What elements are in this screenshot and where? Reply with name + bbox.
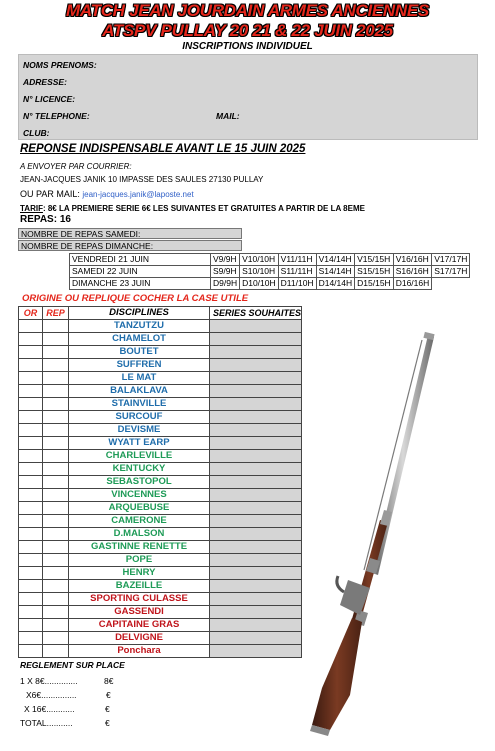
discipline-name: Ponchara xyxy=(69,645,210,658)
discipline-row xyxy=(19,619,302,632)
or-checkbox-cell[interactable] xyxy=(19,359,43,372)
slot-cell[interactable]: V17/17H xyxy=(432,254,470,266)
repas-title: REPAS: 16 xyxy=(20,214,71,225)
rep-checkbox-cell[interactable] xyxy=(43,502,69,515)
musket-image xyxy=(300,330,450,740)
series-input-cell[interactable] xyxy=(210,424,302,437)
rep-checkbox-cell[interactable] xyxy=(43,541,69,554)
email-line xyxy=(20,189,194,199)
reglement-row-label: X6€............... xyxy=(26,690,77,700)
discipline-name: SUFFREN xyxy=(69,359,210,372)
rep-checkbox-cell[interactable] xyxy=(43,515,69,528)
discipline-name: GASSENDI xyxy=(69,606,210,619)
or-checkbox-cell[interactable] xyxy=(19,619,43,632)
or-checkbox-cell[interactable] xyxy=(19,606,43,619)
discipline-name: CHARLEVILLE xyxy=(69,450,210,463)
discipline-row xyxy=(19,606,302,619)
rep-checkbox-cell[interactable] xyxy=(43,554,69,567)
discipline-row xyxy=(19,333,302,346)
rep-checkbox-cell[interactable] xyxy=(43,619,69,632)
series-input-cell[interactable] xyxy=(210,632,302,645)
discipline-name: SEBASTOPOL xyxy=(69,476,210,489)
discipline-row xyxy=(19,632,302,645)
tarif-line xyxy=(20,204,365,213)
schedule-day: SAMEDI 22 JUIN xyxy=(70,266,211,278)
or-checkbox-cell[interactable] xyxy=(19,411,43,424)
reglement-title: REGLEMENT SUR PLACE xyxy=(20,660,125,670)
discipline-name: POPE xyxy=(69,554,210,567)
discipline-name: D.MALSON xyxy=(69,528,210,541)
slot-cell[interactable]: V11/11H xyxy=(278,254,316,266)
series-input-cell[interactable] xyxy=(210,489,302,502)
schedule-row-vendredi xyxy=(70,254,470,266)
discipline-row xyxy=(19,567,302,580)
or-checkbox-cell[interactable] xyxy=(19,502,43,515)
discipline-row xyxy=(19,411,302,424)
discipline-row xyxy=(19,645,302,658)
slot-cell[interactable]: S17/17H xyxy=(432,266,470,278)
series-input-cell[interactable] xyxy=(210,567,302,580)
rep-checkbox-cell[interactable] xyxy=(43,606,69,619)
rep-checkbox-cell[interactable] xyxy=(43,528,69,541)
slot-cell[interactable]: V16/16H xyxy=(393,254,432,266)
origine-instruction: ORIGINE OU REPLIQUE COCHER LA CASE UTILE xyxy=(22,293,249,304)
reglement-row-value: 8€ xyxy=(104,676,114,686)
series-input-cell[interactable] xyxy=(210,554,302,567)
or-checkbox-cell[interactable] xyxy=(19,593,43,606)
or-checkbox-cell[interactable] xyxy=(19,333,43,346)
repas-samedi-field[interactable]: NOMBRE DE REPAS SAMEDI: xyxy=(18,228,242,239)
discipline-row xyxy=(19,541,302,554)
rep-checkbox-cell[interactable] xyxy=(43,567,69,580)
discipline-name: BALAKLAVA xyxy=(69,385,210,398)
series-input-cell[interactable] xyxy=(210,333,302,346)
slot-cell[interactable]: D15/15H xyxy=(355,278,394,290)
title-line1: MATCH JEAN JOURDAIN ARMES ANCIENNES xyxy=(66,1,429,20)
discipline-name: WYATT EARP xyxy=(69,437,210,450)
slot-cell[interactable]: V14/14H xyxy=(316,254,355,266)
or-checkbox-cell[interactable] xyxy=(19,554,43,567)
series-input-cell[interactable] xyxy=(210,528,302,541)
slot-cell[interactable]: S16/16H xyxy=(393,266,432,278)
tarif-text: : 8€ LA PREMIERE SERIE 6€ LES SUIVANTES ET GRATUITES A PARTIR DE LA 8EME xyxy=(42,204,365,213)
discipline-row xyxy=(19,554,302,567)
or-checkbox-cell[interactable] xyxy=(19,450,43,463)
or-checkbox-cell[interactable] xyxy=(19,476,43,489)
or-checkbox-cell[interactable] xyxy=(19,385,43,398)
slot-cell[interactable]: S15/15H xyxy=(355,266,394,278)
email-address[interactable]: jean-jacques.janik@laposte.net xyxy=(82,190,194,199)
rep-checkbox-cell[interactable] xyxy=(43,645,69,658)
header-series: SERIES SOUHAITES xyxy=(210,307,302,320)
series-input-cell[interactable] xyxy=(210,502,302,515)
rep-checkbox-cell[interactable] xyxy=(43,385,69,398)
discipline-name: CAPITAINE GRAS xyxy=(69,619,210,632)
discipline-name: BOUTET xyxy=(69,346,210,359)
slot-cell[interactable]: V9/9H xyxy=(211,254,240,266)
series-input-cell[interactable] xyxy=(210,437,302,450)
series-input-cell[interactable] xyxy=(210,385,302,398)
discipline-row xyxy=(19,385,302,398)
header-or: OR xyxy=(19,307,43,320)
discipline-row xyxy=(19,489,302,502)
reglement-row-label: 1 X 8€.............. xyxy=(20,676,78,686)
slot-cell[interactable]: D11/10H xyxy=(278,278,316,290)
discipline-name: BAZEILLE xyxy=(69,580,210,593)
discipline-row xyxy=(19,372,302,385)
series-input-cell[interactable] xyxy=(210,320,302,333)
series-input-cell[interactable] xyxy=(210,619,302,632)
series-input-cell[interactable] xyxy=(210,593,302,606)
rep-checkbox-cell[interactable] xyxy=(43,632,69,645)
rep-checkbox-cell[interactable] xyxy=(43,424,69,437)
discipline-row xyxy=(19,424,302,437)
discipline-row xyxy=(19,528,302,541)
discipline-name: CAMERONE xyxy=(69,515,210,528)
series-input-cell[interactable] xyxy=(210,346,302,359)
rep-checkbox-cell[interactable] xyxy=(43,411,69,424)
series-input-cell[interactable] xyxy=(210,541,302,554)
slot-cell[interactable]: S9/9H xyxy=(211,266,240,278)
series-input-cell[interactable] xyxy=(210,372,302,385)
rep-checkbox-cell[interactable] xyxy=(43,398,69,411)
reglement-row-label: TOTAL........... xyxy=(20,718,73,728)
discipline-row xyxy=(19,450,302,463)
field-licence[interactable]: N° LICENCE: xyxy=(23,94,76,104)
series-input-cell[interactable] xyxy=(210,515,302,528)
or-checkbox-cell[interactable] xyxy=(19,645,43,658)
schedule-day: DIMANCHE 23 JUIN xyxy=(70,278,211,290)
header-disciplines: DISCIPLINES xyxy=(69,307,210,320)
discipline-row xyxy=(19,580,302,593)
discipline-name: DEVISME xyxy=(69,424,210,437)
slot-cell[interactable]: V15/15H xyxy=(355,254,394,266)
or-checkbox-cell[interactable] xyxy=(19,515,43,528)
discipline-row xyxy=(19,320,302,333)
field-mail[interactable]: MAIL: xyxy=(216,111,240,121)
or-checkbox-cell[interactable] xyxy=(19,320,43,333)
rep-checkbox-cell[interactable] xyxy=(43,359,69,372)
slot-cell[interactable]: D14/14H xyxy=(316,278,355,290)
discipline-name: SURCOUF xyxy=(69,411,210,424)
rep-checkbox-cell[interactable] xyxy=(43,372,69,385)
discipline-row xyxy=(19,515,302,528)
header-rep: REP xyxy=(43,307,69,320)
or-checkbox-cell[interactable] xyxy=(19,463,43,476)
disciplines-table xyxy=(18,306,302,658)
schedule-table xyxy=(69,253,470,290)
discipline-row xyxy=(19,502,302,515)
series-input-cell[interactable] xyxy=(210,606,302,619)
discipline-name: TANZUTZU xyxy=(69,320,210,333)
slot-cell[interactable]: S14/14H xyxy=(316,266,355,278)
or-checkbox-cell[interactable] xyxy=(19,489,43,502)
discipline-name: STAINVILLE xyxy=(69,398,210,411)
discipline-row xyxy=(19,398,302,411)
discipline-row xyxy=(19,593,302,606)
field-noms-prenoms[interactable]: NOMS PRENOMS: xyxy=(23,60,97,70)
series-input-cell[interactable] xyxy=(210,450,302,463)
field-telephone[interactable]: N° TELEPHONE: xyxy=(23,111,90,121)
rep-checkbox-cell[interactable] xyxy=(43,489,69,502)
or-checkbox-cell[interactable] xyxy=(19,528,43,541)
discipline-name: VINCENNES xyxy=(69,489,210,502)
rep-checkbox-cell[interactable] xyxy=(43,450,69,463)
series-input-cell[interactable] xyxy=(210,411,302,424)
series-input-cell[interactable] xyxy=(210,398,302,411)
rep-checkbox-cell[interactable] xyxy=(43,580,69,593)
discipline-name: LE MAT xyxy=(69,372,210,385)
postal-address: JEAN-JACQUES JANIK 10 IMPASSE DES SAULES 27130 PULLAY xyxy=(20,175,264,184)
slot-cell[interactable]: D9/9H xyxy=(211,278,240,290)
rep-checkbox-cell[interactable] xyxy=(43,346,69,359)
tarif-label: TARIF xyxy=(20,204,43,213)
repas-dimanche-field[interactable]: NOMBRE DE REPAS DIMANCHE: xyxy=(18,240,242,251)
or-checkbox-cell[interactable] xyxy=(19,541,43,554)
disciplines-header-row xyxy=(19,307,302,320)
series-input-cell[interactable] xyxy=(210,476,302,489)
reglement-row-value: € xyxy=(106,690,111,700)
discipline-name: HENRY xyxy=(69,567,210,580)
schedule-day: VENDREDI 21 JUIN xyxy=(70,254,211,266)
series-input-cell[interactable] xyxy=(210,645,302,658)
or-checkbox-cell[interactable] xyxy=(19,437,43,450)
title-line2: ATSPV PULLAY 20 21 & 22 JUIN 2025 xyxy=(102,21,393,40)
schedule-row-dimanche xyxy=(70,278,470,290)
rep-checkbox-cell[interactable] xyxy=(43,320,69,333)
slot-cell[interactable]: S10/10H xyxy=(240,266,279,278)
or-checkbox-cell[interactable] xyxy=(19,580,43,593)
or-checkbox-cell[interactable] xyxy=(19,567,43,580)
or-checkbox-cell[interactable] xyxy=(19,398,43,411)
discipline-name: SPORTING CULASSE xyxy=(69,593,210,606)
discipline-row xyxy=(19,463,302,476)
discipline-name: KENTUCKY xyxy=(69,463,210,476)
discipline-name: GASTINNE RENETTE xyxy=(69,541,210,554)
deadline-notice: REPONSE INDISPENSABLE AVANT LE 15 JUIN 2025 xyxy=(20,143,306,155)
send-by-mail-label: A ENVOYER PAR COURRIER: xyxy=(20,162,132,171)
rep-checkbox-cell[interactable] xyxy=(43,437,69,450)
series-input-cell[interactable] xyxy=(210,359,302,372)
subtitle: INSCRIPTIONS INDIVIDUEL xyxy=(182,41,313,52)
discipline-name: CHAMELOT xyxy=(69,333,210,346)
rep-checkbox-cell[interactable] xyxy=(43,593,69,606)
field-club[interactable]: CLUB: xyxy=(23,128,50,138)
or-checkbox-cell[interactable] xyxy=(19,632,43,645)
discipline-row xyxy=(19,359,302,372)
slot-cell[interactable]: S11/11H xyxy=(278,266,316,278)
schedule-row-samedi xyxy=(70,266,470,278)
reglement-row-value: € xyxy=(105,704,110,714)
rep-checkbox-cell[interactable] xyxy=(43,333,69,346)
identity-form xyxy=(18,54,478,140)
rep-checkbox-cell[interactable] xyxy=(43,463,69,476)
discipline-row xyxy=(19,437,302,450)
discipline-name: ARQUEBUSE xyxy=(69,502,210,515)
series-input-cell[interactable] xyxy=(210,463,302,476)
slot-cell[interactable]: D16/16H xyxy=(393,278,432,290)
reglement-row-label: X 16€............ xyxy=(24,704,75,714)
or-checkbox-cell[interactable] xyxy=(19,424,43,437)
or-checkbox-cell[interactable] xyxy=(19,346,43,359)
slot-cell[interactable]: V10/10H xyxy=(240,254,279,266)
discipline-row xyxy=(19,476,302,489)
field-adresse[interactable]: ADRESSE: xyxy=(23,77,67,87)
rep-checkbox-cell[interactable] xyxy=(43,476,69,489)
discipline-name: DELVIGNE xyxy=(69,632,210,645)
series-input-cell[interactable] xyxy=(210,580,302,593)
discipline-row xyxy=(19,346,302,359)
reglement-row-value: € xyxy=(105,718,110,728)
or-checkbox-cell[interactable] xyxy=(19,372,43,385)
email-label: OU PAR MAIL: xyxy=(20,189,83,199)
slot-cell[interactable]: D10/10H xyxy=(240,278,279,290)
